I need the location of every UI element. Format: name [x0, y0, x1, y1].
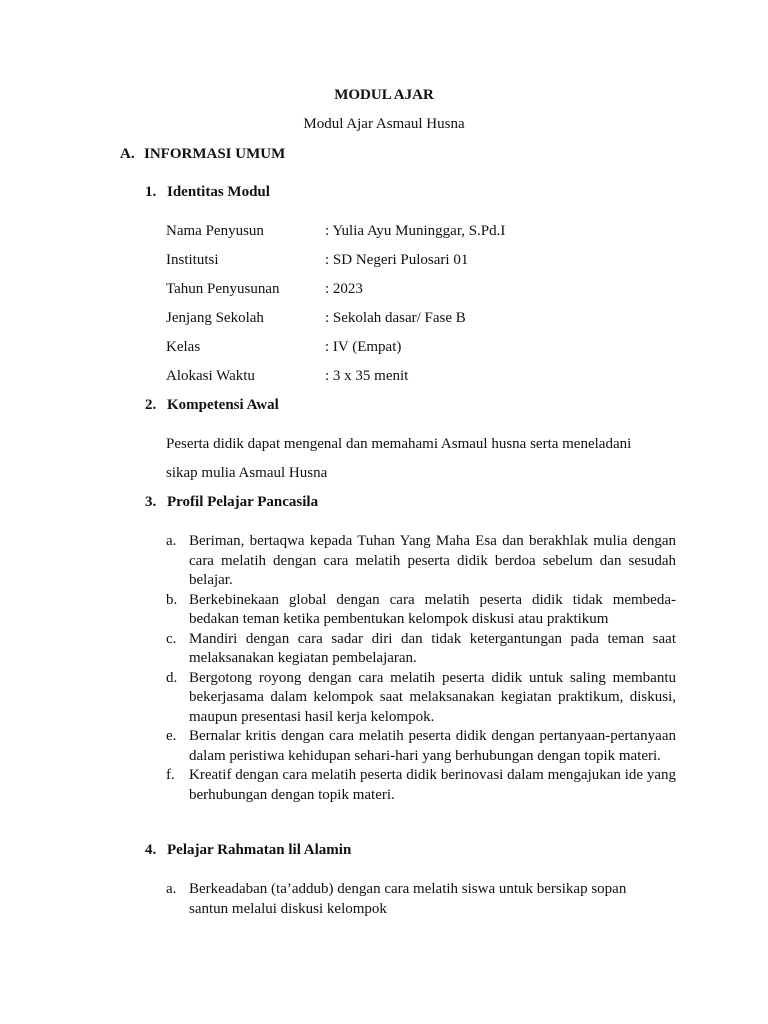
list-item: [166, 727, 676, 766]
kompetensi-text-line-2: sikap mulia Asmaul Husna: [166, 465, 328, 481]
section-heading-informasi-umum: [120, 146, 285, 163]
info-value: : IV (Empat): [325, 339, 402, 355]
heading-number: 2.: [145, 397, 157, 413]
list-item-letter: b.: [166, 591, 178, 608]
info-value: : 2023: [325, 281, 363, 297]
list-item-text: Berkeadaban (ta’addub) dengan cara melatih siswa untuk bersikap sopan santun melalui diskusi kelompok: [189, 881, 627, 917]
info-label: Jenjang Sekolah: [166, 310, 264, 326]
document-subtitle: Modul Ajar Asmaul Husna: [303, 116, 465, 132]
list-item-text: Bergotong royong dengan cara melatih peserta didik untuk saling membantu bekerjasama dalam kelompok saat melaksanakan kegiatan praktikum, diskusi, maupun presentasi hasil kerja kelompok.: [189, 669, 676, 725]
heading-profil-pelajar-pancasila: [145, 494, 318, 511]
list-item-letter: a.: [166, 533, 177, 549]
list-item: [166, 532, 676, 591]
info-value: : Yulia Ayu Muninggar, S.Pd.I: [325, 223, 506, 239]
info-label: Institutsi: [166, 252, 219, 268]
heading-number: 3.: [145, 494, 157, 510]
list-item-letter: a.: [166, 881, 177, 897]
section-heading-text: INFORMASI UMUM: [144, 146, 286, 162]
kompetensi-text-line-1: Peserta didik dapat mengenal dan memahami Asmaul husna serta meneladani: [166, 436, 632, 452]
info-value: : Sekolah dasar/ Fase B: [325, 310, 466, 326]
profil-list: [166, 532, 676, 805]
section-marker: A.: [120, 146, 135, 162]
heading-text: Pelajar Rahmatan lil Alamin: [167, 842, 352, 858]
info-label: Kelas: [166, 339, 201, 355]
heading-identitas-modul: [145, 184, 270, 201]
info-label: Alokasi Waktu: [166, 368, 255, 384]
list-item-text: Kreatif dengan cara melatih peserta didik berinovasi dalam mengajukan ide yang berhubungan dengan topik materi.: [189, 767, 676, 803]
heading-text: Profil Pelajar Pancasila: [167, 494, 319, 510]
document-title: MODUL AJAR: [334, 87, 434, 103]
info-row-institusi: [166, 252, 468, 269]
list-item: [166, 669, 676, 728]
list-item: [166, 591, 676, 630]
info-row-jenjang-sekolah: [166, 310, 466, 327]
heading-kompetensi-awal: [145, 397, 279, 414]
rahmatan-list: [166, 880, 666, 919]
list-item-letter: d.: [166, 669, 178, 686]
heading-text: Identitas Modul: [167, 184, 270, 200]
info-label: Tahun Penyusunan: [166, 281, 280, 297]
list-item-letter: c.: [166, 630, 177, 647]
info-value: : SD Negeri Pulosari 01: [325, 252, 469, 268]
list-item-text: Bernalar kritis dengan cara melatih peserta didik dengan pertanyaan-pertanyaan dalam peristiwa kehidupan sehari-hari yang berhubungan dengan topik materi.: [189, 728, 676, 764]
list-item-letter: e.: [166, 728, 177, 744]
list-item-letter: f.: [166, 767, 175, 783]
list-item: [166, 766, 676, 805]
list-item-text: Berkebinekaan global dengan cara melatih peserta didik tidak membeda-bedakan teman ketika pembentukan kelompok diskusi atau praktikum: [189, 591, 676, 627]
heading-number: 1.: [145, 184, 157, 200]
list-item-text: Mandiri dengan cara sadar diri dan tidak ketergantungan pada teman saat melaksanakan kegiatan pembelajaran.: [189, 630, 676, 666]
list-item-text: Beriman, bertaqwa kepada Tuhan Yang Maha Esa dan berakhlak mulia dengan cara melatih dengan cara melatih peserta didik berdoa sebelum dan sesudah belajar.: [189, 533, 676, 588]
info-row-kelas: [166, 339, 401, 356]
info-row-tahun-penyusunan: [166, 281, 363, 298]
info-row-alokasi-waktu: [166, 368, 408, 385]
heading-pelajar-rahmatan: [145, 842, 351, 859]
info-label: Nama Penyusun: [166, 223, 264, 239]
list-item: [166, 630, 676, 669]
list-item: [166, 880, 666, 919]
info-row-nama-penyusun: [166, 223, 505, 240]
heading-number: 4.: [145, 842, 157, 858]
info-value: : 3 x 35 menit: [325, 368, 409, 384]
heading-text: Kompetensi Awal: [167, 397, 279, 413]
